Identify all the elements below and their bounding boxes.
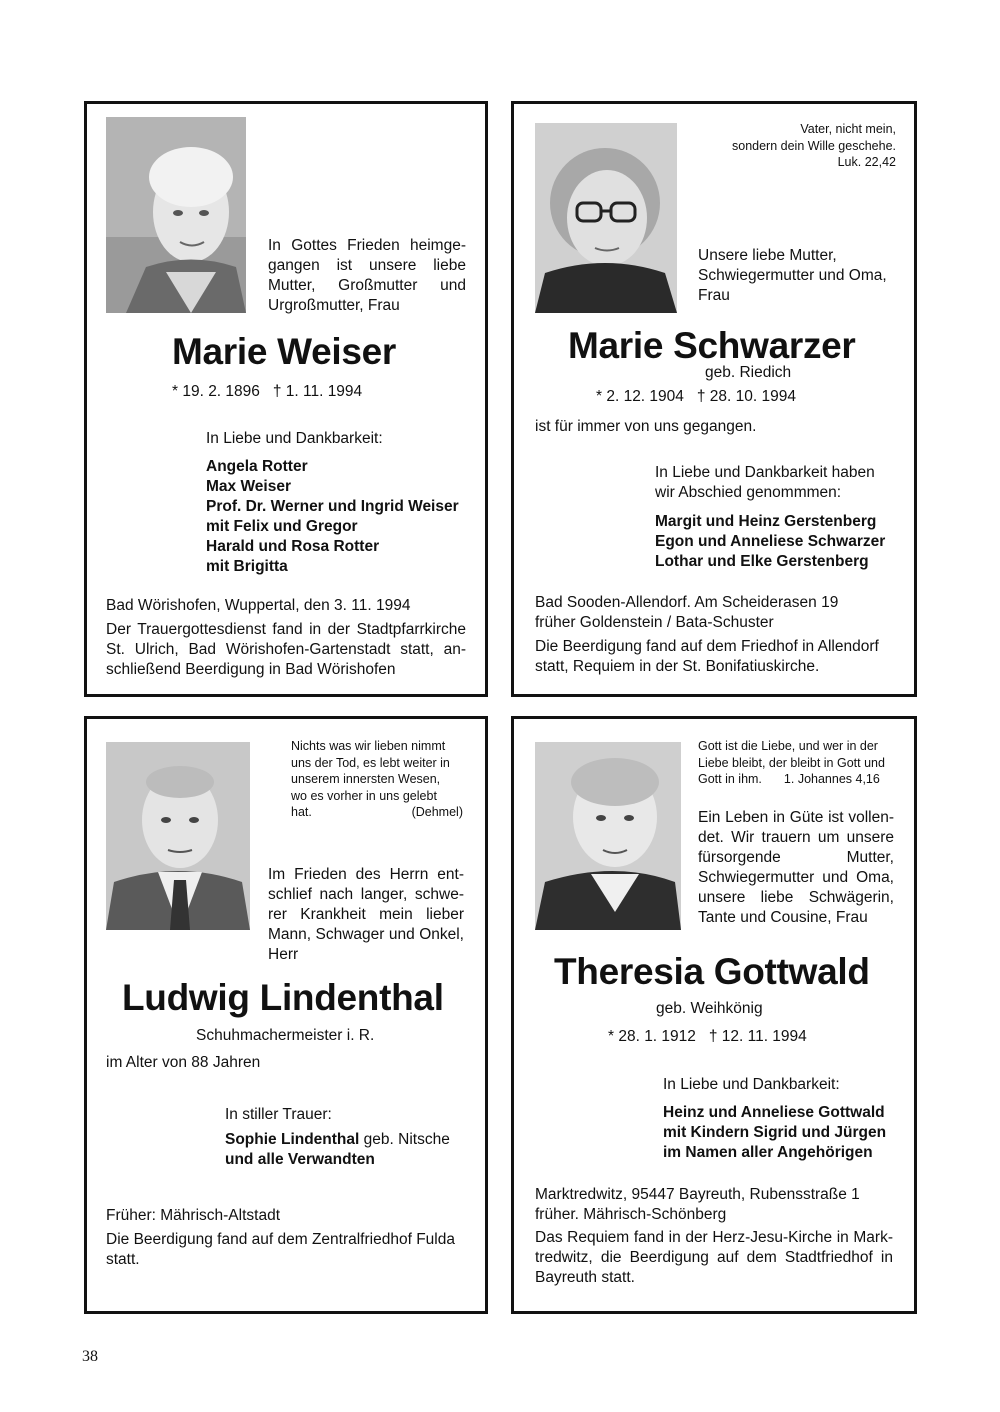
place-line: früher Goldenstein / Bata-Schuster xyxy=(535,614,774,631)
funeral-line: statt, Requiem in der St. Bonifatiuskirche. xyxy=(535,658,820,675)
life-dates-gottwald: * 28. 1. 1912 † 12. 11. 1994 xyxy=(608,1028,807,1045)
quote-line: uns der Tod, es lebt weiter in xyxy=(291,755,450,770)
thanks-text-lindenthal: In stiller Trauer: xyxy=(225,1106,332,1123)
birth-name-gottwald: geb. Weihkönig xyxy=(656,1000,763,1017)
mourner-line: Egon und Anneliese Schwarzer xyxy=(655,533,886,550)
mourner-line: Angela Rotter xyxy=(206,458,308,475)
intro-line: schlief nach langer, schwe- xyxy=(268,886,464,903)
quote-line: Gott in ihm. xyxy=(698,772,762,786)
mourner-line: mit Brigitta xyxy=(206,558,288,575)
quote-line: Vater, nicht mein, xyxy=(800,122,896,136)
mourner-line xyxy=(225,1130,450,1150)
mourners-list-weiser xyxy=(206,457,459,577)
deceased-name-weiser: Marie Weiser xyxy=(172,331,397,372)
intro-text-gottwald xyxy=(698,808,894,928)
poem-quote-lindenthal xyxy=(291,738,463,821)
place-date-weiser: Bad Wörishofen, Wuppertal, den 3. 11. 1994 xyxy=(106,597,411,614)
quote-author: (Dehmel) xyxy=(411,805,463,819)
thanks-line: In Liebe und Dankbarkeit haben xyxy=(655,464,875,481)
mourner-line: mit Felix und Gregor xyxy=(206,518,358,535)
former-home-lindenthal: Früher: Mährisch-Altstadt xyxy=(106,1207,280,1224)
age-text-lindenthal: im Alter von 88 Jahren xyxy=(106,1054,261,1071)
deceased-name-schwarzer: Marie Schwarzer xyxy=(568,325,856,366)
funeral-line: tredwitz, die Beerdigung auf dem Stadtfriedhof in xyxy=(535,1249,893,1266)
mourner-line: mit Kindern Sigrid und Jürgen xyxy=(663,1124,887,1141)
thanks-text-schwarzer xyxy=(655,463,875,503)
quote-line: Liebe bleibt, der bleibt in Gott und xyxy=(698,755,885,770)
thanks-line: wir Abschied genommmen: xyxy=(655,484,842,501)
intro-line: rer Krankheit mein lieber xyxy=(268,906,464,923)
mourner-line: im Namen aller Angehörigen xyxy=(663,1144,873,1161)
quote-last-line xyxy=(698,771,898,788)
bible-quote-schwarzer xyxy=(660,121,896,171)
funeral-line: Bayreuth statt. xyxy=(535,1269,635,1286)
page-number: 38 xyxy=(82,1348,98,1365)
deceased-name-lindenthal: Ludwig Lindenthal xyxy=(122,977,444,1018)
thanks-text-gottwald: In Liebe und Dankbarkeit: xyxy=(663,1076,840,1093)
intro-line: Tante und Cousine, Frau xyxy=(698,909,868,926)
funeral-info-schwarzer xyxy=(535,637,879,677)
intro-line: Unsere liebe Mutter, xyxy=(698,247,837,264)
thanks-text-weiser: In Liebe und Dankbarkeit: xyxy=(206,430,383,447)
funeral-line: Die Beerdigung fand auf dem Friedhof in Allendorf xyxy=(535,638,879,655)
funeral-line: Der Trauergottesdienst fand in der Stadtpfarrkirche xyxy=(106,621,466,638)
intro-line: det. Wir trauern um unsere xyxy=(698,829,894,846)
intro-line: Schwiegermutter und Oma, xyxy=(698,869,894,886)
portrait-photo-marie-schwarzer xyxy=(535,123,677,313)
funeral-info-gottwald xyxy=(535,1228,893,1288)
profession-lindenthal: Schuhmachermeister i. R. xyxy=(196,1027,375,1044)
place-gottwald xyxy=(535,1185,860,1225)
intro-line: Herr xyxy=(268,946,299,963)
intro-text-weiser xyxy=(268,236,466,316)
life-dates-schwarzer: * 2. 12. 1904 † 28. 10. 1994 xyxy=(596,388,796,405)
quote-line: Gott ist die Liebe, und wer in der xyxy=(698,739,878,753)
funeral-line: St. Ulrich, Bad Wörishofen-Gartenstadt statt, an- xyxy=(106,641,466,658)
intro-text-schwarzer xyxy=(698,246,898,306)
place-schwarzer xyxy=(535,593,838,633)
mourner-line: Max Weiser xyxy=(206,478,292,495)
funeral-line: schließend Beerdigung in Bad Wörishofen xyxy=(106,661,396,678)
funeral-line: Die Beerdigung fand auf dem Zentralfriedhof Fulda xyxy=(106,1231,455,1248)
intro-text-lindenthal xyxy=(268,865,464,965)
funeral-info-lindenthal xyxy=(106,1230,455,1270)
intro-line: unsere liebe Schwägerin, xyxy=(698,889,894,906)
life-dates-weiser: * 19. 2. 1896 † 1. 11. 1994 xyxy=(172,383,363,400)
quote-line: Nichts was wir lieben nimmt xyxy=(291,739,446,753)
intro-line: In Gottes Frieden heimge- xyxy=(268,237,466,254)
mourner-line: und alle Verwandten xyxy=(225,1151,375,1168)
intro-line: gangen ist unsere liebe xyxy=(268,257,466,274)
mourner-birth-name: geb. Nitsche xyxy=(359,1131,450,1148)
mourners-list-schwarzer xyxy=(655,512,885,572)
birth-name-schwarzer: geb. Riedich xyxy=(705,364,792,381)
intro-line: Schwiegermutter und Oma, xyxy=(698,267,887,284)
quote-line: hat. xyxy=(291,805,312,819)
bible-quote-gottwald xyxy=(698,738,898,788)
mourner-name: Sophie Lindenthal xyxy=(225,1131,360,1148)
intro-line: Urgroßmutter, Frau xyxy=(268,297,400,314)
place-line: Marktredwitz, 95447 Bayreuth, Rubensstraße 1 xyxy=(535,1186,860,1203)
funeral-info-weiser xyxy=(106,620,466,680)
portrait-photo-theresia-gottwald xyxy=(535,742,681,930)
mourner-line: Harald und Rosa Rotter xyxy=(206,538,380,555)
mourners-list-lindenthal xyxy=(225,1130,450,1170)
mourner-line: Heinz und Anneliese Gottwald xyxy=(663,1104,885,1121)
mourner-line: Lothar und Elke Gerstenberg xyxy=(655,553,869,570)
gone-text-schwarzer: ist für immer von uns gegangen. xyxy=(535,418,757,435)
mourner-line: Prof. Dr. Werner und Ingrid Weiser xyxy=(206,498,459,515)
place-line: früher. Mährisch-Schönberg xyxy=(535,1206,727,1223)
portrait-photo-marie-weiser xyxy=(106,117,246,313)
intro-line: Mutter, Großmutter und xyxy=(268,277,466,294)
quote-line: Luk. 22,42 xyxy=(837,155,896,169)
intro-line: fürsorgende Mutter, xyxy=(698,849,894,866)
place-line: Bad Sooden-Allendorf. Am Scheiderasen 19 xyxy=(535,594,839,611)
intro-line: Ein Leben in Güte ist vollen- xyxy=(698,809,894,826)
deceased-name-gottwald: Theresia Gottwald xyxy=(554,951,870,992)
portrait-photo-ludwig-lindenthal xyxy=(106,742,250,930)
mourners-list-gottwald xyxy=(663,1103,886,1163)
quote-line: unserem innersten Wesen, xyxy=(291,772,441,786)
quote-last-line xyxy=(291,804,463,821)
quote-line: sondern dein Wille geschehe. xyxy=(732,138,896,153)
intro-line: Mann, Schwager und Onkel, xyxy=(268,926,464,943)
quote-reference: 1. Johannes 4,16 xyxy=(783,772,880,786)
mourner-line: Margit und Heinz Gerstenberg xyxy=(655,513,877,530)
intro-line: Im Frieden des Herrn ent- xyxy=(268,866,464,883)
intro-line: Frau xyxy=(698,287,730,304)
quote-line: wo es vorher in uns gelebt xyxy=(291,788,437,803)
funeral-line: Das Requiem fand in der Herz-Jesu-Kirche in Mark- xyxy=(535,1229,893,1246)
funeral-line: statt. xyxy=(106,1251,140,1268)
